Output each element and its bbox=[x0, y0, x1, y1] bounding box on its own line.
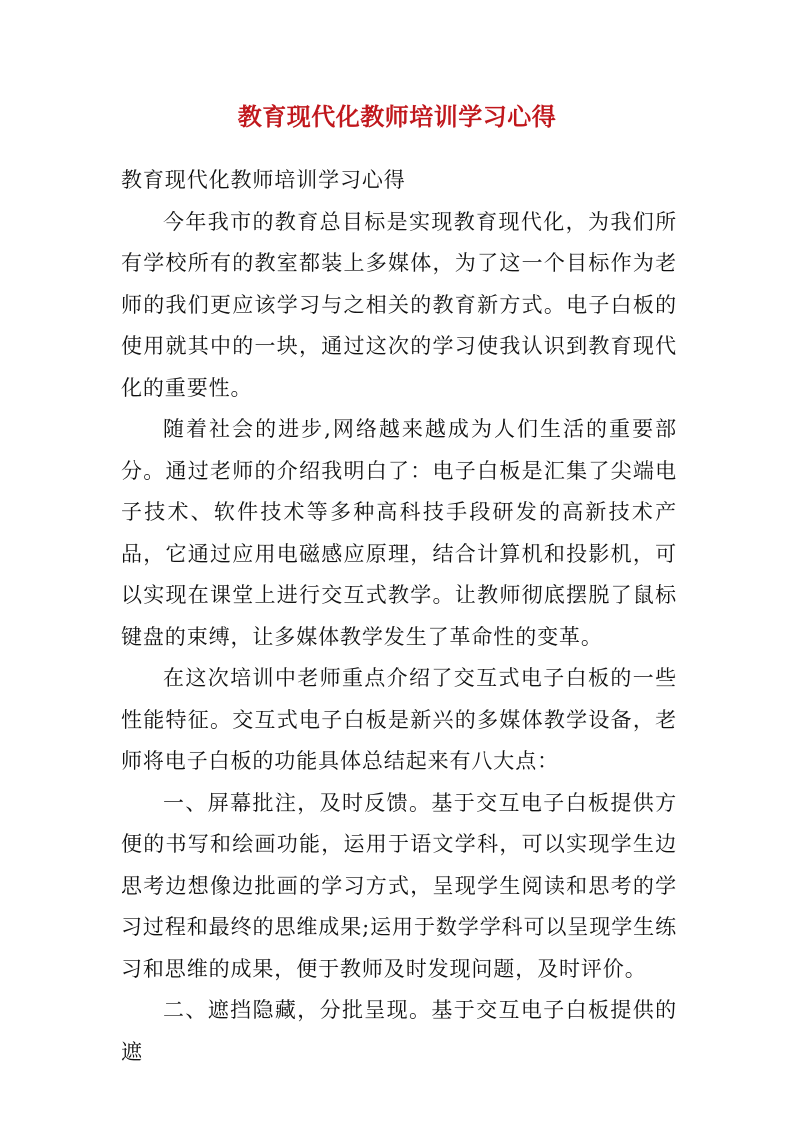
paragraph: 今年我市的教育总目标是实现教育现代化，为我们所有学校所有的教室都装上多媒体，为了这一个目标作为老师的我们更应该学习与之相关的教育新方式。电子白板的使用就其中的一块，通过这次的学习使我认识到教育现代化的重要性。 bbox=[121, 209, 677, 400]
document-body bbox=[121, 160, 677, 1073]
paragraph: 二、遮挡隐藏，分批呈现。基于交互电子白板提供的遮 bbox=[121, 998, 677, 1064]
paragraph: 在这次培训中老师重点介绍了交互式电子白板的一些性能特征。交互式电子白板是新兴的多媒体教学设备，老师将电子白板的功能具体总结起来有八大点： bbox=[121, 666, 677, 773]
paragraph: 随着社会的进步,网络越来越成为人们生活的重要部分。通过老师的介绍我明白了：电子白板是汇集了尖端电子技术、软件技术等多种高科技手段研发的高新技术产品，它通过应用电磁感应原理，结合计算机和投影机，可以实现在课堂上进行交互式教学。让教师彻底摆脱了鼠标键盘的束缚，让多媒体教学发生了革命性的变革。 bbox=[121, 417, 677, 649]
document-subtitle: 教育现代化教师培训学习心得 bbox=[121, 168, 406, 192]
document-title: 教育现代化教师培训学习心得 bbox=[237, 102, 557, 131]
paragraph: 一、屏幕批注，及时反馈。基于交互电子白板提供方便的书写和绘画功能，运用于语文学科，可以实现学生边思考边想像边批画的学习方式，呈现学生阅读和思考的学习过程和最终的思维成果;运用于数学学科可以呈现学生练习和思维的成果，便于教师及时发现问题，及时评价。 bbox=[121, 790, 677, 981]
